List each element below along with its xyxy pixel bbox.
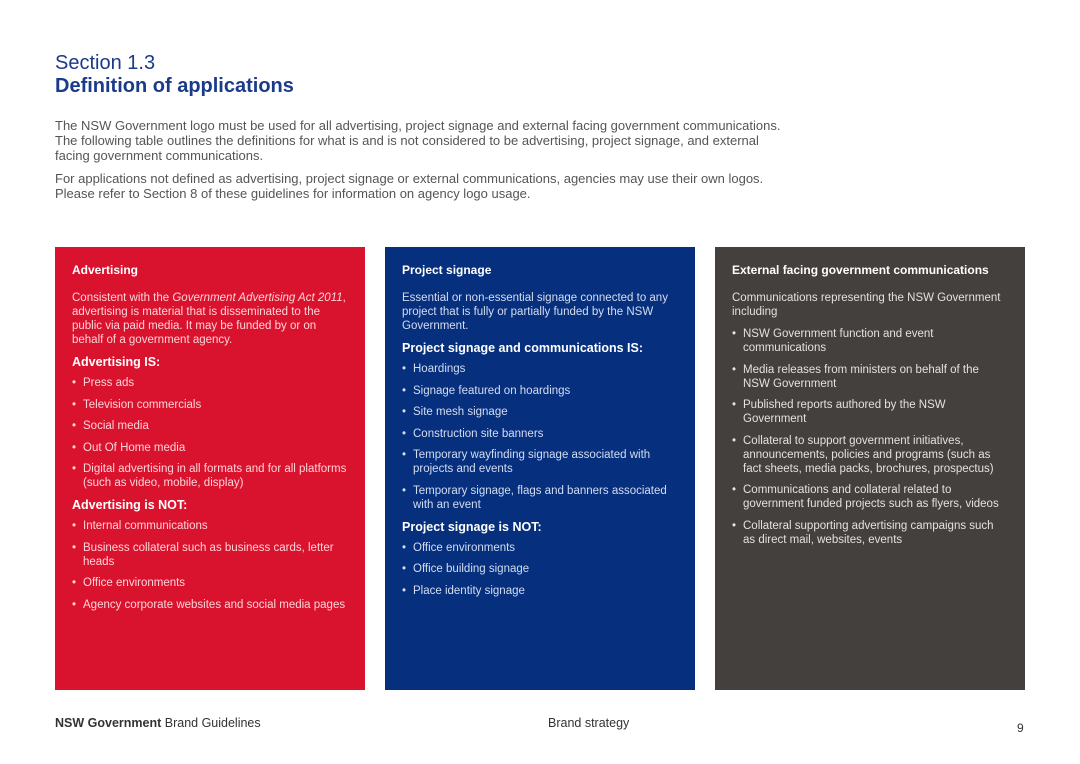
list-item: • Temporary wayfinding signage associated with projects and events bbox=[402, 448, 678, 476]
list-item: • Place identity signage bbox=[402, 584, 678, 598]
external-list bbox=[732, 327, 1008, 547]
advertising-is-heading: Advertising IS: bbox=[72, 355, 161, 369]
list-item: • Office environments bbox=[402, 541, 678, 555]
external-title: External facing government communications bbox=[732, 263, 989, 277]
list-item: • Business collateral such as business cards, letter heads bbox=[72, 541, 348, 569]
list-item: • Published reports authored by the NSW Government bbox=[732, 398, 1008, 426]
advertising-title: Advertising bbox=[72, 263, 139, 277]
list-item: • Office environments bbox=[72, 576, 348, 590]
intro-text bbox=[55, 118, 785, 209]
list-item: • Signage featured on hoardings bbox=[402, 384, 678, 398]
list-item: • Collateral supporting advertising campaigns such as direct mail, websites, events bbox=[732, 519, 1008, 547]
project-signage-panel bbox=[385, 247, 695, 690]
list-item: • Temporary signage, flags and banners associated with an event bbox=[402, 484, 678, 512]
list-item: • Office building signage bbox=[402, 562, 678, 576]
list-item: • Internal communications bbox=[72, 519, 348, 533]
list-item: • Media releases from ministers on behalf of the NSW Government bbox=[732, 363, 1008, 391]
footer-brand: NSW Government Brand Guidelines bbox=[55, 716, 261, 730]
list-item: • Collateral to support government initiatives, announcements, policies and programs (such as fact sheets, media packs, brochures, prospectus) bbox=[732, 434, 1008, 476]
advertising-not-heading: Advertising is NOT: bbox=[72, 498, 188, 512]
signage-not-heading: Project signage is NOT: bbox=[402, 519, 542, 534]
list-item: • Social media bbox=[72, 419, 348, 433]
list-item: • NSW Government function and event communications bbox=[732, 327, 1008, 355]
signage-description: Essential or non-essential signage connected to any project that is fully or partially funded by the NSW Government. bbox=[402, 292, 668, 332]
footer-section-name: Brand strategy bbox=[548, 716, 630, 730]
external-description: Communications representing the NSW Government including bbox=[732, 292, 1001, 318]
intro-paragraph-1: The NSW Government logo must be used for all advertising, project signage and external facing government communications. The following table outlines the definitions for what is and is not considered to be advertising, project signage, and external facing government communications. bbox=[55, 118, 781, 163]
external-communications-panel bbox=[715, 247, 1025, 690]
signage-is-list bbox=[402, 362, 678, 512]
signage-is-heading: Project signage and communications IS: bbox=[402, 341, 644, 355]
page-number: 9 bbox=[1017, 721, 1024, 735]
list-item: • Hoardings bbox=[402, 362, 678, 376]
advertising-panel bbox=[55, 247, 365, 690]
intro-paragraph-2: For applications not defined as advertising, project signage or external communications, agencies may use their own logos. Please refer to Section 8 of these guidelines for information on agency logo usage. bbox=[55, 171, 764, 201]
list-item: • Press ads bbox=[72, 376, 348, 390]
list-item: • Digital advertising in all formats and for all platforms (such as video, mobile, display) bbox=[72, 462, 348, 490]
advertising-not-list bbox=[72, 519, 348, 612]
list-item: • Communications and collateral related to government funded projects such as flyers, videos bbox=[732, 483, 1008, 511]
advertising-description: Consistent with the Government Advertising Act 2011, advertising is material that is disseminated to the public via paid media. It may be funded by or on behalf of a government agency. bbox=[72, 292, 346, 346]
section-number: Section 1.3 bbox=[55, 52, 156, 74]
list-item: • Site mesh signage bbox=[402, 405, 678, 419]
advertising-is-list bbox=[72, 376, 348, 490]
list-item: • Agency corporate websites and social media pages bbox=[72, 598, 348, 612]
list-item: • Out Of Home media bbox=[72, 441, 348, 455]
signage-title: Project signage bbox=[402, 263, 492, 277]
page-title: Definition of applications bbox=[55, 75, 294, 97]
signage-not-list bbox=[402, 541, 678, 598]
list-item: • Television commercials bbox=[72, 398, 348, 412]
list-item: • Construction site banners bbox=[402, 427, 678, 441]
